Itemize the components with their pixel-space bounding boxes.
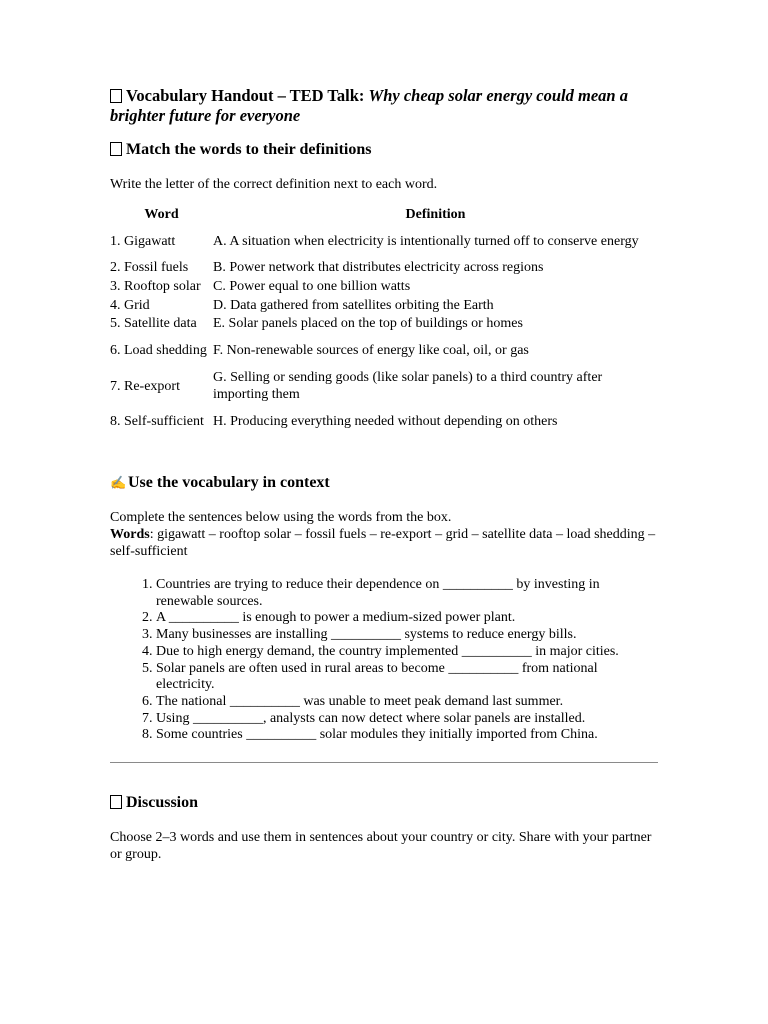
table-row bbox=[110, 277, 658, 296]
vocabulary-table bbox=[110, 206, 658, 439]
column-header-definition: Definition bbox=[405, 207, 466, 222]
context-instruction: Complete the sentences below using the words from the box. bbox=[110, 510, 452, 525]
definition-cell: C. Power equal to one billion watts bbox=[213, 279, 411, 294]
title-prefix: Vocabulary Handout – TED Talk: bbox=[126, 86, 369, 105]
word-cell: 8. Self-sufficient bbox=[110, 414, 204, 429]
match-heading-text: Match the words to their definitions bbox=[126, 141, 372, 158]
discussion-heading-text: Discussion bbox=[126, 794, 199, 812]
word-box-label: Words bbox=[110, 527, 150, 542]
definition-cell: G. Selling or sending goods (like solar panels) to a third country after importing them bbox=[213, 370, 603, 402]
word-cell: 3. Rooftop solar bbox=[110, 279, 201, 294]
definition-cell: B. Power network that distributes electricity across regions bbox=[213, 260, 544, 275]
context-heading bbox=[110, 473, 658, 493]
table-header-row bbox=[110, 206, 658, 224]
handout-page bbox=[110, 86, 658, 863]
title-talk-name: Why cheap solar energy could mean a brighter future for everyone bbox=[110, 86, 628, 125]
table-row bbox=[110, 404, 658, 439]
word-cell: 5. Satellite data bbox=[110, 316, 197, 331]
match-instruction: Write the letter of the correct definition next to each word. bbox=[110, 177, 438, 192]
page-title bbox=[110, 86, 658, 126]
table-row bbox=[110, 258, 658, 277]
section-divider bbox=[110, 762, 658, 763]
definition-cell: F. Non-renewable sources of energy like coal, oil, or gas bbox=[213, 343, 529, 358]
definition-cell: E. Solar panels placed on the top of buildings or homes bbox=[213, 316, 523, 331]
definition-cell: A. A situation when electricity is intentionally turned off to conserve energy bbox=[213, 233, 639, 249]
discussion-instruction: Choose 2–3 words and use them in sentences about your country or city. Share with your partner or group. bbox=[110, 830, 652, 863]
column-header-word: Word bbox=[144, 207, 179, 222]
list-item: 7. Using __________, analysts can now detect where solar panels are installed. bbox=[156, 711, 658, 728]
word-cell: 7. Re-export bbox=[110, 378, 180, 394]
list-item: 2. A __________ is enough to power a medium-sized power plant. bbox=[156, 610, 658, 627]
table-row bbox=[110, 224, 658, 258]
word-cell: 1. Gigawatt bbox=[110, 233, 176, 249]
missing-glyph-icon bbox=[110, 89, 122, 103]
word-box bbox=[110, 526, 658, 560]
list-item: 5. Solar panels are often used in rural areas to become __________ from national electricity. bbox=[156, 661, 658, 694]
word-cell: 4. Grid bbox=[110, 297, 150, 313]
context-heading-text: Use the vocabulary in context bbox=[128, 474, 330, 491]
sentence-list bbox=[110, 577, 658, 744]
table-row bbox=[110, 296, 658, 314]
definition-cell: H. Producing everything needed without depending on others bbox=[213, 414, 558, 429]
list-item: 4. Due to high energy demand, the country implemented __________ in major cities. bbox=[156, 644, 658, 661]
writing-hand-icon: ✍ bbox=[110, 475, 127, 490]
list-item: 8. Some countries __________ solar modules they initially imported from China. bbox=[156, 727, 658, 744]
discussion-heading bbox=[110, 793, 658, 813]
list-item: 3. Many businesses are installing __________ systems to reduce energy bills. bbox=[156, 627, 658, 644]
missing-glyph-icon bbox=[110, 795, 122, 809]
definition-cell: D. Data gathered from satellites orbiting the Earth bbox=[213, 297, 494, 313]
list-item: 6. The national __________ was unable to meet peak demand last summer. bbox=[156, 694, 658, 711]
word-box-list: : gigawatt – rooftop solar – fossil fuels – re-export – grid – satellite data – load shedding – self-sufficient bbox=[110, 527, 656, 559]
list-item: 1. Countries are trying to reduce their dependence on __________ by investing in renewable sources. bbox=[156, 577, 658, 610]
word-cell: 2. Fossil fuels bbox=[110, 260, 189, 275]
missing-glyph-icon bbox=[110, 142, 122, 156]
word-cell: 6. Load shedding bbox=[110, 343, 207, 358]
match-heading bbox=[110, 140, 658, 160]
table-row bbox=[110, 333, 658, 368]
table-row bbox=[110, 314, 658, 333]
table-row bbox=[110, 368, 658, 404]
